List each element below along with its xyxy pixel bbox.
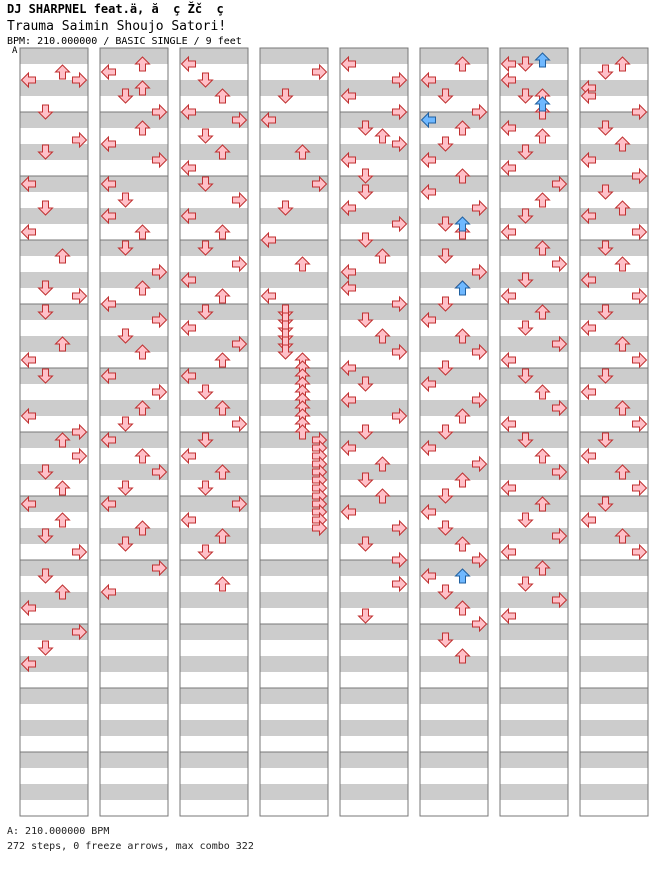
beat-stripe bbox=[340, 688, 408, 704]
beat-stripe bbox=[340, 240, 408, 256]
beat-stripe bbox=[180, 752, 248, 768]
beat-stripe bbox=[20, 208, 88, 224]
beat-stripe bbox=[20, 528, 88, 544]
beat-stripe bbox=[260, 352, 328, 368]
beat-stripe bbox=[20, 368, 88, 384]
beat-stripe bbox=[420, 752, 488, 768]
beat-stripe bbox=[500, 640, 568, 656]
beat-stripe bbox=[20, 272, 88, 288]
beat-stripe bbox=[420, 688, 488, 704]
beat-stripe bbox=[100, 768, 168, 784]
beat-stripe bbox=[580, 720, 648, 736]
beat-stripe bbox=[500, 656, 568, 672]
beat-stripe bbox=[260, 560, 328, 576]
beat-stripe bbox=[20, 512, 88, 528]
song-title: Trauma Saimin Shoujo Satori! bbox=[7, 19, 227, 34]
beat-stripe bbox=[420, 704, 488, 720]
beat-stripe bbox=[580, 608, 648, 624]
beat-stripe bbox=[420, 656, 488, 672]
beat-stripe bbox=[100, 608, 168, 624]
beat-stripe bbox=[100, 416, 168, 432]
beat-stripe bbox=[580, 432, 648, 448]
beat-stripe bbox=[260, 384, 328, 400]
beat-stripe bbox=[420, 736, 488, 752]
beat-stripe bbox=[260, 688, 328, 704]
beat-stripe bbox=[20, 640, 88, 656]
beat-stripe bbox=[20, 304, 88, 320]
beat-stripe bbox=[20, 736, 88, 752]
beat-stripe bbox=[580, 560, 648, 576]
beat-stripe bbox=[580, 672, 648, 688]
beat-stripe bbox=[500, 672, 568, 688]
beat-stripe bbox=[180, 576, 248, 592]
beat-stripe bbox=[500, 96, 568, 112]
beat-stripe bbox=[260, 672, 328, 688]
bpm-summary: A: 210.000000 BPM bbox=[7, 826, 110, 837]
beat-stripe bbox=[500, 192, 568, 208]
beat-stripe bbox=[260, 752, 328, 768]
beat-stripe bbox=[340, 800, 408, 816]
beat-stripe bbox=[260, 608, 328, 624]
beat-stripe bbox=[500, 736, 568, 752]
beat-stripe bbox=[180, 608, 248, 624]
beat-stripe bbox=[20, 800, 88, 816]
beat-stripe bbox=[100, 720, 168, 736]
beat-stripe bbox=[420, 592, 488, 608]
chart-meta: BPM: 210.000000 / BASIC SINGLE / 9 feet bbox=[7, 36, 242, 47]
bpm-marker: A bbox=[12, 46, 18, 56]
chart-column bbox=[500, 48, 568, 816]
beat-stripe bbox=[20, 560, 88, 576]
beat-stripe bbox=[580, 368, 648, 384]
beat-stripe bbox=[340, 480, 408, 496]
beat-stripe bbox=[100, 400, 168, 416]
beat-stripe bbox=[100, 624, 168, 640]
step-stats: 272 steps, 0 freeze arrows, max combo 322 bbox=[7, 841, 254, 852]
beat-stripe bbox=[500, 320, 568, 336]
beat-stripe bbox=[20, 96, 88, 112]
beat-stripe bbox=[180, 464, 248, 480]
beat-stripe bbox=[420, 48, 488, 64]
beat-stripe bbox=[500, 512, 568, 528]
beat-stripe bbox=[100, 544, 168, 560]
beat-stripe bbox=[100, 240, 168, 256]
chart-column bbox=[260, 48, 328, 816]
beat-stripe bbox=[100, 352, 168, 368]
beat-stripe bbox=[180, 592, 248, 608]
beat-stripe bbox=[180, 720, 248, 736]
chart-column bbox=[180, 48, 248, 816]
beat-stripe bbox=[20, 160, 88, 176]
beat-stripe bbox=[500, 272, 568, 288]
beat-stripe bbox=[260, 48, 328, 64]
beat-stripe bbox=[340, 656, 408, 672]
beat-stripe bbox=[500, 688, 568, 704]
beat-stripe bbox=[500, 496, 568, 512]
beat-stripe bbox=[260, 656, 328, 672]
beat-stripe bbox=[260, 80, 328, 96]
beat-stripe bbox=[20, 704, 88, 720]
beat-stripe bbox=[580, 256, 648, 272]
beat-stripe bbox=[580, 752, 648, 768]
beat-stripe bbox=[180, 560, 248, 576]
beat-stripe bbox=[260, 416, 328, 432]
beat-stripe bbox=[260, 592, 328, 608]
beat-stripe bbox=[500, 304, 568, 320]
beat-stripe bbox=[260, 208, 328, 224]
beat-stripe bbox=[100, 480, 168, 496]
beat-stripe bbox=[100, 80, 168, 96]
beat-stripe bbox=[100, 448, 168, 464]
beat-stripe bbox=[180, 784, 248, 800]
beat-stripe bbox=[420, 528, 488, 544]
beat-stripe bbox=[180, 400, 248, 416]
beat-stripe bbox=[180, 80, 248, 96]
beat-stripe bbox=[340, 784, 408, 800]
beat-stripe bbox=[180, 656, 248, 672]
beat-stripe bbox=[420, 640, 488, 656]
beat-stripe bbox=[340, 320, 408, 336]
beat-stripe bbox=[340, 464, 408, 480]
beat-stripe bbox=[180, 704, 248, 720]
beat-stripe bbox=[420, 416, 488, 432]
beat-stripe bbox=[100, 672, 168, 688]
beat-stripe bbox=[260, 736, 328, 752]
beat-stripe bbox=[260, 544, 328, 560]
beat-stripe bbox=[500, 576, 568, 592]
beat-stripe bbox=[260, 192, 328, 208]
beat-stripe bbox=[580, 304, 648, 320]
beat-stripe bbox=[180, 144, 248, 160]
beat-stripe bbox=[580, 624, 648, 640]
beat-stripe bbox=[260, 160, 328, 176]
beat-stripe bbox=[500, 784, 568, 800]
beat-stripe bbox=[340, 752, 408, 768]
beat-stripe bbox=[180, 304, 248, 320]
beat-stripe bbox=[580, 128, 648, 144]
beat-stripe bbox=[420, 672, 488, 688]
beat-stripe bbox=[100, 752, 168, 768]
beat-stripe bbox=[20, 752, 88, 768]
beat-stripe bbox=[100, 736, 168, 752]
beat-stripe bbox=[580, 656, 648, 672]
beat-stripe bbox=[420, 224, 488, 240]
beat-stripe bbox=[260, 400, 328, 416]
beat-stripe bbox=[340, 720, 408, 736]
beat-stripe bbox=[260, 704, 328, 720]
beat-stripe bbox=[580, 800, 648, 816]
beat-stripe bbox=[20, 768, 88, 784]
beat-stripe bbox=[260, 800, 328, 816]
beat-stripe bbox=[100, 336, 168, 352]
beat-stripe bbox=[260, 624, 328, 640]
beat-stripe bbox=[340, 704, 408, 720]
beat-stripe bbox=[20, 480, 88, 496]
beat-stripe bbox=[180, 800, 248, 816]
beat-stripe bbox=[180, 528, 248, 544]
beat-stripe bbox=[420, 800, 488, 816]
beat-stripe bbox=[20, 688, 88, 704]
beat-stripe bbox=[500, 752, 568, 768]
beat-stripe bbox=[420, 240, 488, 256]
beat-stripe bbox=[580, 400, 648, 416]
beat-stripe bbox=[260, 576, 328, 592]
beat-stripe bbox=[180, 640, 248, 656]
beat-stripe bbox=[580, 704, 648, 720]
beat-stripe bbox=[500, 368, 568, 384]
beat-stripe bbox=[580, 640, 648, 656]
beat-stripe bbox=[100, 528, 168, 544]
beat-stripe bbox=[20, 320, 88, 336]
beat-stripe bbox=[260, 304, 328, 320]
beat-stripe bbox=[260, 720, 328, 736]
beat-stripe bbox=[180, 672, 248, 688]
beat-stripe bbox=[180, 480, 248, 496]
beat-stripe bbox=[180, 240, 248, 256]
beat-stripe bbox=[580, 592, 648, 608]
beat-stripe bbox=[580, 64, 648, 80]
beat-stripe bbox=[20, 720, 88, 736]
beat-stripe bbox=[180, 624, 248, 640]
beat-stripe bbox=[580, 768, 648, 784]
beat-stripe bbox=[20, 256, 88, 272]
beat-stripe bbox=[500, 624, 568, 640]
beat-stripe bbox=[420, 768, 488, 784]
beat-stripe bbox=[580, 576, 648, 592]
beat-stripe bbox=[340, 672, 408, 688]
beat-stripe bbox=[420, 480, 488, 496]
beat-stripe bbox=[260, 640, 328, 656]
beat-stripe bbox=[100, 704, 168, 720]
beat-stripe bbox=[100, 688, 168, 704]
beat-stripe bbox=[180, 176, 248, 192]
beat-stripe bbox=[100, 640, 168, 656]
beat-stripe bbox=[500, 448, 568, 464]
beat-stripe bbox=[500, 240, 568, 256]
beat-stripe bbox=[420, 784, 488, 800]
beat-stripe bbox=[20, 464, 88, 480]
beat-stripe bbox=[180, 288, 248, 304]
beat-stripe bbox=[260, 320, 328, 336]
beat-stripe bbox=[180, 128, 248, 144]
beat-stripe bbox=[500, 560, 568, 576]
beat-stripe bbox=[580, 48, 648, 64]
beat-stripe bbox=[20, 384, 88, 400]
beat-stripe bbox=[500, 208, 568, 224]
beat-stripe bbox=[420, 720, 488, 736]
beat-stripe bbox=[340, 640, 408, 656]
beat-stripe bbox=[500, 384, 568, 400]
beat-stripe bbox=[100, 656, 168, 672]
beat-stripe bbox=[340, 624, 408, 640]
beat-stripe bbox=[580, 688, 648, 704]
beat-stripe bbox=[20, 192, 88, 208]
beat-stripe bbox=[580, 336, 648, 352]
beat-stripe bbox=[100, 512, 168, 528]
beat-stripe bbox=[580, 496, 648, 512]
beat-stripe bbox=[500, 768, 568, 784]
beat-stripe bbox=[260, 128, 328, 144]
beat-stripe bbox=[20, 576, 88, 592]
beat-stripe bbox=[180, 224, 248, 240]
beat-stripe bbox=[500, 144, 568, 160]
beat-stripe bbox=[100, 48, 168, 64]
beat-stripe bbox=[20, 240, 88, 256]
beat-stripe bbox=[20, 784, 88, 800]
beat-stripe bbox=[500, 704, 568, 720]
beat-stripe bbox=[100, 800, 168, 816]
beat-stripe bbox=[580, 464, 648, 480]
beat-stripe bbox=[580, 736, 648, 752]
beat-stripe bbox=[260, 96, 328, 112]
beat-stripe bbox=[100, 224, 168, 240]
beat-stripe bbox=[100, 192, 168, 208]
beat-stripe bbox=[180, 352, 248, 368]
beat-stripe bbox=[340, 768, 408, 784]
beat-stripe bbox=[260, 368, 328, 384]
song-artist: DJ SHARPNEL feat.ä, ă ç Žč ç bbox=[7, 2, 224, 16]
beat-stripe bbox=[260, 272, 328, 288]
beat-stripe bbox=[420, 288, 488, 304]
beat-stripe bbox=[180, 544, 248, 560]
beat-stripe bbox=[100, 784, 168, 800]
beat-stripe bbox=[20, 336, 88, 352]
beat-stripe bbox=[500, 432, 568, 448]
beat-stripe bbox=[180, 384, 248, 400]
beat-stripe bbox=[580, 240, 648, 256]
beat-stripe bbox=[420, 128, 488, 144]
beat-stripe bbox=[500, 800, 568, 816]
beat-stripe bbox=[180, 688, 248, 704]
beat-stripe bbox=[180, 768, 248, 784]
beat-stripe bbox=[580, 784, 648, 800]
beat-stripe bbox=[580, 528, 648, 544]
beat-stripe bbox=[340, 176, 408, 192]
beat-stripe bbox=[340, 592, 408, 608]
beat-stripe bbox=[260, 768, 328, 784]
beat-stripe bbox=[20, 112, 88, 128]
beat-stripe bbox=[180, 432, 248, 448]
beat-stripe bbox=[340, 608, 408, 624]
beat-stripe bbox=[260, 784, 328, 800]
beat-stripe bbox=[260, 256, 328, 272]
beat-stripe bbox=[20, 672, 88, 688]
beat-stripe bbox=[580, 192, 648, 208]
beat-stripe bbox=[20, 48, 88, 64]
beat-stripe bbox=[260, 144, 328, 160]
beat-stripe bbox=[260, 336, 328, 352]
beat-stripe bbox=[340, 736, 408, 752]
beat-stripe bbox=[20, 144, 88, 160]
beat-stripe bbox=[500, 720, 568, 736]
beat-stripe bbox=[180, 736, 248, 752]
